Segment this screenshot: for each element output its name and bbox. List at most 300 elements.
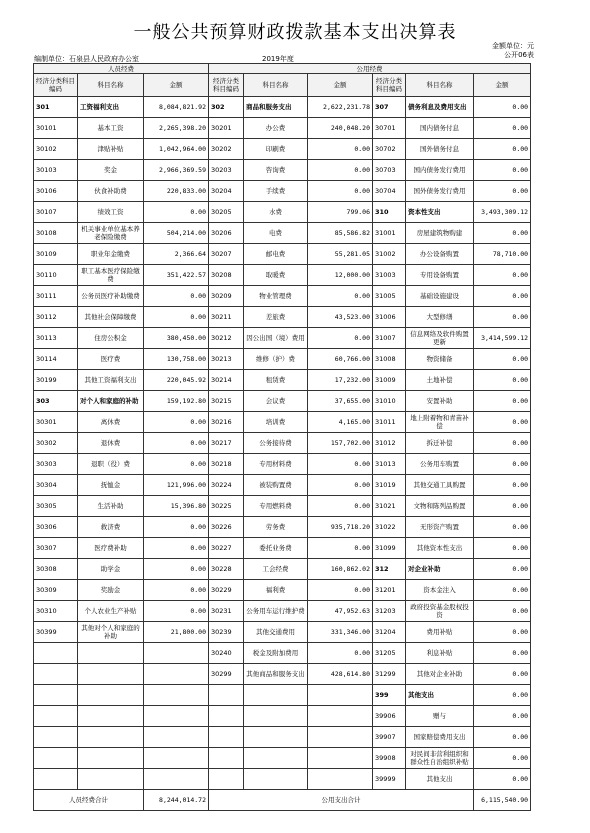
code-cell: 30218 xyxy=(209,454,244,475)
amount-cell: 0.00 xyxy=(308,328,373,349)
header-amount-2: 金额 xyxy=(308,74,373,97)
name-cell: 费用补贴 xyxy=(406,622,474,643)
amount-cell: 159,192.80 xyxy=(144,391,209,412)
table-row xyxy=(34,118,531,139)
name-cell xyxy=(78,643,144,664)
name-cell: 津贴补贴 xyxy=(78,139,144,160)
amount-cell: 0.00 xyxy=(474,265,531,286)
code-cell: 30106 xyxy=(34,181,78,202)
code-cell: 30301 xyxy=(34,412,78,433)
total-personnel-label: 人员经费合计 xyxy=(34,790,144,811)
name-cell: 商品和服务支出 xyxy=(244,97,308,118)
code-cell: 31013 xyxy=(373,454,406,475)
code-cell xyxy=(34,748,78,769)
amount-cell: 0.00 xyxy=(308,475,373,496)
name-cell: 安置补助 xyxy=(406,391,474,412)
name-cell: 地上附着物和青苗补偿 xyxy=(406,412,474,433)
name-cell: 国内债务付息 xyxy=(406,118,474,139)
amount-cell: 0.00 xyxy=(474,664,531,685)
amount-cell: 220,045.92 xyxy=(144,370,209,391)
name-cell: 奖金 xyxy=(78,160,144,181)
code-cell: 30305 xyxy=(34,496,78,517)
code-cell: 302 xyxy=(209,97,244,118)
amount-cell: 47,952.63 xyxy=(308,601,373,622)
amount-cell: 0.00 xyxy=(474,181,531,202)
code-cell: 31099 xyxy=(373,538,406,559)
code-cell: 30231 xyxy=(209,601,244,622)
code-cell: 30307 xyxy=(34,538,78,559)
code-cell: 31002 xyxy=(373,244,406,265)
name-cell: 办公设备购置 xyxy=(406,244,474,265)
table-row xyxy=(34,559,531,580)
code-cell: 30214 xyxy=(209,370,244,391)
name-cell: 其他对个人和家庭的补助 xyxy=(78,622,144,643)
name-cell: 职业年金缴费 xyxy=(78,244,144,265)
table-number: 公开06表 xyxy=(504,51,534,59)
code-cell: 30208 xyxy=(209,265,244,286)
code-cell: 31203 xyxy=(373,601,406,622)
amount-cell: 0.00 xyxy=(308,286,373,307)
amount-cell: 331,346.00 xyxy=(308,622,373,643)
code-cell: 30299 xyxy=(209,664,244,685)
name-cell: 助学金 xyxy=(78,559,144,580)
name-cell: 退职（役）费 xyxy=(78,454,144,475)
name-cell: 政府投资基金股权投资 xyxy=(406,601,474,622)
code-cell: 30224 xyxy=(209,475,244,496)
name-cell: 基础设施建设 xyxy=(406,286,474,307)
org-label: 编制单位：石泉县人民政府办公室 xyxy=(34,55,139,63)
amount-cell: 37,655.00 xyxy=(308,391,373,412)
code-cell: 31005 xyxy=(373,286,406,307)
name-cell: 医疗费 xyxy=(78,349,144,370)
code-cell: 30206 xyxy=(209,223,244,244)
table-row xyxy=(34,433,531,454)
code-cell: 312 xyxy=(373,559,406,580)
table-row xyxy=(34,160,531,181)
code-cell: 30306 xyxy=(34,517,78,538)
amount-cell: 380,450.00 xyxy=(144,328,209,349)
page-title: 一般公共预算财政拨款基本支出决算表 xyxy=(133,22,457,43)
table-row xyxy=(34,769,531,790)
name-cell: 委托业务费 xyxy=(244,538,308,559)
name-cell: 专用设备购置 xyxy=(406,265,474,286)
code-cell: 30202 xyxy=(209,139,244,160)
amount-cell: 240,048.20 xyxy=(308,118,373,139)
name-cell: 国家赔偿费用支出 xyxy=(406,727,474,748)
header-name-3: 科目名称 xyxy=(406,74,474,97)
total-public-value: 6,115,540.90 xyxy=(474,790,531,811)
name-cell: 公务接待费 xyxy=(244,433,308,454)
total-personnel-value: 8,244,014.72 xyxy=(144,790,209,811)
amount-cell xyxy=(144,748,209,769)
code-cell xyxy=(34,769,78,790)
table-row xyxy=(34,664,531,685)
amount-cell: 0.00 xyxy=(474,286,531,307)
name-cell xyxy=(78,727,144,748)
amount-cell: 0.00 xyxy=(474,622,531,643)
amount-cell: 0.00 xyxy=(474,223,531,244)
amount-cell: 351,422.57 xyxy=(144,265,209,286)
amount-cell: 0.00 xyxy=(308,496,373,517)
amount-cell: 220,833.00 xyxy=(144,181,209,202)
code-cell: 30240 xyxy=(209,643,244,664)
name-cell: 电费 xyxy=(244,223,308,244)
table-row xyxy=(34,454,531,475)
code-cell: 30228 xyxy=(209,559,244,580)
amount-cell: 0.00 xyxy=(474,160,531,181)
name-cell: 其他对企业补助 xyxy=(406,664,474,685)
name-cell: 印刷费 xyxy=(244,139,308,160)
amount-cell xyxy=(308,685,373,706)
name-cell: 住房公积金 xyxy=(78,328,144,349)
name-cell: 救济费 xyxy=(78,517,144,538)
name-cell: 对企业补助 xyxy=(406,559,474,580)
name-cell: 工资福利支出 xyxy=(78,97,144,118)
name-cell: 邮电费 xyxy=(244,244,308,265)
code-cell: 30199 xyxy=(34,370,78,391)
code-cell xyxy=(209,685,244,706)
amount-cell: 0.00 xyxy=(308,139,373,160)
amount-unit: 金额单位：元 xyxy=(492,42,534,50)
amount-cell xyxy=(308,748,373,769)
header-amount-3: 金额 xyxy=(474,74,531,97)
header-code-1: 经济分类科目编码 xyxy=(34,74,78,97)
code-cell xyxy=(209,748,244,769)
name-cell: 其他资本性支出 xyxy=(406,538,474,559)
name-cell xyxy=(244,685,308,706)
code-cell xyxy=(34,643,78,664)
table-row xyxy=(34,706,531,727)
name-cell: 国内债务发行费用 xyxy=(406,160,474,181)
code-cell: 39908 xyxy=(373,748,406,769)
name-cell: 咨询费 xyxy=(244,160,308,181)
code-cell: 30114 xyxy=(34,349,78,370)
code-cell: 30103 xyxy=(34,160,78,181)
name-cell: 伙食补助费 xyxy=(78,181,144,202)
amount-cell: 0.00 xyxy=(308,181,373,202)
amount-cell: 4,165.00 xyxy=(308,412,373,433)
name-cell: 因公出国（境）费用 xyxy=(244,328,308,349)
code-cell: 30201 xyxy=(209,118,244,139)
code-cell: 31019 xyxy=(373,475,406,496)
code-cell: 30108 xyxy=(34,223,78,244)
code-cell: 30399 xyxy=(34,622,78,643)
amount-cell: 0.00 xyxy=(474,496,531,517)
table-row xyxy=(34,286,531,307)
amount-cell: 0.00 xyxy=(144,307,209,328)
amount-cell: 0.00 xyxy=(474,97,531,118)
amount-cell: 0.00 xyxy=(474,307,531,328)
name-cell: 对民间非营利组织和群众性自治组织补贴 xyxy=(406,748,474,769)
amount-cell: 78,710.00 xyxy=(474,244,531,265)
amount-cell: 0.00 xyxy=(474,433,531,454)
name-cell: 其他商品和服务支出 xyxy=(244,664,308,685)
table-row xyxy=(34,181,531,202)
code-cell: 30207 xyxy=(209,244,244,265)
amount-cell: 0.00 xyxy=(474,475,531,496)
code-cell: 39906 xyxy=(373,706,406,727)
header-name-2: 科目名称 xyxy=(244,74,308,97)
table-row xyxy=(34,475,531,496)
amount-cell: 0.00 xyxy=(144,202,209,223)
name-cell: 其他交通费用 xyxy=(244,622,308,643)
name-cell: 利息补贴 xyxy=(406,643,474,664)
table-row xyxy=(34,328,531,349)
table-row xyxy=(34,265,531,286)
expenditure-table xyxy=(33,63,531,811)
code-cell: 31299 xyxy=(373,664,406,685)
name-cell: 抚恤金 xyxy=(78,475,144,496)
name-cell: 债务利息及费用支出 xyxy=(406,97,474,118)
name-cell: 会议费 xyxy=(244,391,308,412)
amount-cell: 799.06 xyxy=(308,202,373,223)
amount-cell xyxy=(308,769,373,790)
amount-cell: 0.00 xyxy=(474,370,531,391)
name-cell: 基本工资 xyxy=(78,118,144,139)
name-cell: 专用燃料费 xyxy=(244,496,308,517)
amount-cell: 0.00 xyxy=(144,286,209,307)
name-cell: 工会经费 xyxy=(244,559,308,580)
name-cell xyxy=(244,748,308,769)
code-cell: 30704 xyxy=(373,181,406,202)
amount-cell: 0.00 xyxy=(474,349,531,370)
table-row xyxy=(34,97,531,118)
amount-cell: 0.00 xyxy=(474,685,531,706)
amount-cell: 8,084,821.92 xyxy=(144,97,209,118)
code-cell xyxy=(34,727,78,748)
amount-cell: 0.00 xyxy=(474,706,531,727)
name-cell: 物资储备 xyxy=(406,349,474,370)
name-cell: 国外债务付息 xyxy=(406,139,474,160)
table-row xyxy=(34,370,531,391)
name-cell: 文物和陈列品购置 xyxy=(406,496,474,517)
code-cell: 30227 xyxy=(209,538,244,559)
table-row xyxy=(34,601,531,622)
amount-cell: 0.00 xyxy=(474,748,531,769)
amount-cell: 428,614.80 xyxy=(308,664,373,685)
name-cell xyxy=(244,727,308,748)
name-cell: 医疗费补助 xyxy=(78,538,144,559)
amount-cell: 0.00 xyxy=(308,160,373,181)
amount-cell: 0.00 xyxy=(474,559,531,580)
amount-cell: 935,718.20 xyxy=(308,517,373,538)
name-cell: 退休费 xyxy=(78,433,144,454)
name-cell: 办公费 xyxy=(244,118,308,139)
amount-cell: 3,493,309.12 xyxy=(474,202,531,223)
name-cell: 专用材料费 xyxy=(244,454,308,475)
header-code-3: 经济分类科目编码 xyxy=(373,74,406,97)
name-cell xyxy=(78,664,144,685)
name-cell: 其他支出 xyxy=(406,685,474,706)
amount-cell: 0.00 xyxy=(474,454,531,475)
amount-cell xyxy=(308,727,373,748)
amount-cell: 2,265,398.20 xyxy=(144,118,209,139)
name-cell: 奖励金 xyxy=(78,580,144,601)
code-cell: 30107 xyxy=(34,202,78,223)
total-public-label: 公用支出合计 xyxy=(209,790,474,811)
name-cell: 手续费 xyxy=(244,181,308,202)
code-cell: 30304 xyxy=(34,475,78,496)
table-row xyxy=(34,391,531,412)
code-cell: 31008 xyxy=(373,349,406,370)
name-cell xyxy=(244,769,308,790)
name-cell xyxy=(78,748,144,769)
amount-cell: 504,214.00 xyxy=(144,223,209,244)
name-cell: 培训费 xyxy=(244,412,308,433)
name-cell: 绩效工资 xyxy=(78,202,144,223)
name-cell: 取暖费 xyxy=(244,265,308,286)
amount-cell: 0.00 xyxy=(474,538,531,559)
code-cell: 30109 xyxy=(34,244,78,265)
amount-cell: 130,758.00 xyxy=(144,349,209,370)
code-cell xyxy=(209,727,244,748)
code-cell: 31022 xyxy=(373,517,406,538)
amount-cell: 121,996.00 xyxy=(144,475,209,496)
amount-cell: 0.00 xyxy=(144,433,209,454)
code-cell: 399 xyxy=(373,685,406,706)
code-cell: 30703 xyxy=(373,160,406,181)
amount-cell: 21,800.00 xyxy=(144,622,209,643)
amount-cell: 15,396.80 xyxy=(144,496,209,517)
code-cell: 30110 xyxy=(34,265,78,286)
code-cell: 30111 xyxy=(34,286,78,307)
name-cell: 房屋建筑物购建 xyxy=(406,223,474,244)
name-cell: 无形资产购置 xyxy=(406,517,474,538)
header-code-2: 经济分类科目编码 xyxy=(209,74,244,97)
code-cell: 31204 xyxy=(373,622,406,643)
group-public-header: 公用经费 xyxy=(209,64,531,74)
name-cell: 其他支出 xyxy=(406,769,474,790)
amount-cell: 0.00 xyxy=(308,454,373,475)
amount-cell: 0.00 xyxy=(308,538,373,559)
code-cell xyxy=(34,706,78,727)
amount-cell: 0.00 xyxy=(474,580,531,601)
table-row xyxy=(34,412,531,433)
name-cell: 机关事业单位基本养老保险缴费 xyxy=(78,223,144,244)
table-row xyxy=(34,580,531,601)
table-row xyxy=(34,496,531,517)
code-cell: 31205 xyxy=(373,643,406,664)
amount-cell xyxy=(144,727,209,748)
code-cell: 30112 xyxy=(34,307,78,328)
name-cell: 劳务费 xyxy=(244,517,308,538)
header-name-1: 科目名称 xyxy=(78,74,144,97)
amount-cell: 17,232.00 xyxy=(308,370,373,391)
amount-cell: 0.00 xyxy=(474,601,531,622)
amount-cell: 0.00 xyxy=(474,139,531,160)
name-cell: 租赁费 xyxy=(244,370,308,391)
amount-cell: 0.00 xyxy=(144,412,209,433)
name-cell: 信息网络及软件购置更新 xyxy=(406,328,474,349)
name-cell: 国外债务发行费用 xyxy=(406,181,474,202)
name-cell: 拆迁补偿 xyxy=(406,433,474,454)
code-cell: 30239 xyxy=(209,622,244,643)
amount-cell xyxy=(144,769,209,790)
amount-cell: 0.00 xyxy=(308,643,373,664)
code-cell: 31006 xyxy=(373,307,406,328)
code-cell: 301 xyxy=(34,97,78,118)
table-row xyxy=(34,748,531,769)
code-cell: 31003 xyxy=(373,265,406,286)
code-cell: 30701 xyxy=(373,118,406,139)
code-cell: 30310 xyxy=(34,601,78,622)
name-cell: 公务员医疗补助缴费 xyxy=(78,286,144,307)
table-body xyxy=(34,97,531,790)
code-cell: 30302 xyxy=(34,433,78,454)
amount-cell: 0.00 xyxy=(144,517,209,538)
code-cell: 30217 xyxy=(209,433,244,454)
amount-cell: 0.00 xyxy=(474,769,531,790)
amount-cell: 0.00 xyxy=(474,517,531,538)
code-cell: 31009 xyxy=(373,370,406,391)
code-cell: 31007 xyxy=(373,328,406,349)
code-cell: 30211 xyxy=(209,307,244,328)
name-cell: 其他工资福利支出 xyxy=(78,370,144,391)
amount-cell: 0.00 xyxy=(144,538,209,559)
name-cell: 赠与 xyxy=(406,706,474,727)
header-amount-1: 金额 xyxy=(144,74,209,97)
code-cell: 30102 xyxy=(34,139,78,160)
code-cell: 31021 xyxy=(373,496,406,517)
code-cell: 30303 xyxy=(34,454,78,475)
amount-cell: 1,042,964.00 xyxy=(144,139,209,160)
amount-cell: 0.00 xyxy=(474,643,531,664)
code-cell: 30209 xyxy=(209,286,244,307)
amount-cell xyxy=(144,664,209,685)
code-cell: 30308 xyxy=(34,559,78,580)
code-cell: 31001 xyxy=(373,223,406,244)
amount-cell: 85,586.82 xyxy=(308,223,373,244)
amount-cell: 2,966,369.59 xyxy=(144,160,209,181)
name-cell: 税金及附加费用 xyxy=(244,643,308,664)
amount-cell: 0.00 xyxy=(474,391,531,412)
amount-cell: 160,862.02 xyxy=(308,559,373,580)
name-cell: 差旅费 xyxy=(244,307,308,328)
amount-cell: 0.00 xyxy=(144,559,209,580)
name-cell: 物业管理费 xyxy=(244,286,308,307)
code-cell xyxy=(34,664,78,685)
name-cell: 公务用车运行维护费 xyxy=(244,601,308,622)
name-cell xyxy=(78,769,144,790)
amount-cell xyxy=(144,706,209,727)
amount-cell: 0.00 xyxy=(474,727,531,748)
totals-row xyxy=(34,790,531,811)
code-cell xyxy=(34,685,78,706)
name-cell: 福利费 xyxy=(244,580,308,601)
amount-cell xyxy=(144,685,209,706)
name-cell: 土地补偿 xyxy=(406,370,474,391)
name-cell: 大型修缮 xyxy=(406,307,474,328)
amount-cell: 0.00 xyxy=(144,454,209,475)
name-cell: 职工基本医疗保险缴费 xyxy=(78,265,144,286)
code-cell: 30215 xyxy=(209,391,244,412)
code-cell: 30226 xyxy=(209,517,244,538)
table-row xyxy=(34,622,531,643)
code-cell: 30113 xyxy=(34,328,78,349)
code-cell: 30702 xyxy=(373,139,406,160)
name-cell xyxy=(78,685,144,706)
year-label: 2019年度 xyxy=(262,55,294,63)
table-row xyxy=(34,685,531,706)
code-cell: 30309 xyxy=(34,580,78,601)
code-cell: 303 xyxy=(34,391,78,412)
name-cell: 对个人和家庭的补助 xyxy=(78,391,144,412)
name-cell: 维修（护）费 xyxy=(244,349,308,370)
name-cell: 其他社会保障缴费 xyxy=(78,307,144,328)
amount-cell: 2,622,231.78 xyxy=(308,97,373,118)
name-cell: 个人农业生产补贴 xyxy=(78,601,144,622)
amount-cell: 60,766.00 xyxy=(308,349,373,370)
